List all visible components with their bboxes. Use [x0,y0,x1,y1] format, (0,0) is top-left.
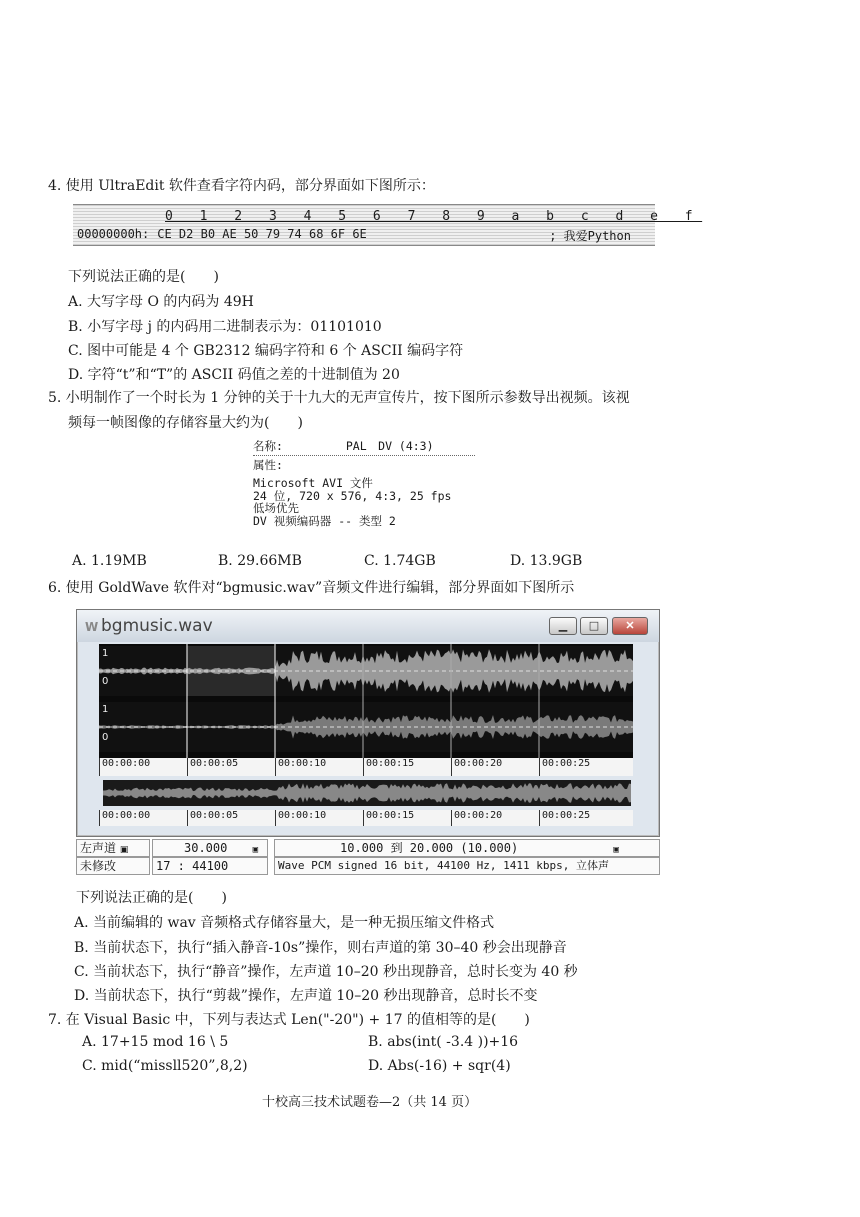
window-title: bgmusic.wav [101,616,213,636]
goldwave-app-icon: W [85,620,99,634]
overview-ruler-label: 00:00:10 [275,810,326,826]
q5-stem-line2: 频每一帧图像的存储容量大约为( ) [68,415,303,431]
video-export-params [253,440,475,544]
q6-option-c: C. 当前状态下，执行“静音”操作，左声道 10–20 秒出现静音，总时长变为 40 秒 [74,964,578,980]
status-selection-text: 10.000 到 20.000 (10.000) [340,841,519,855]
overview-ruler-label: 00:00:25 [539,810,590,826]
goldwave-status-bar [76,838,660,874]
overview-ruler-label: 00:00:15 [363,810,414,826]
overview-ruler-label: 00:00:00 [99,810,150,826]
q4-option-a: A. 大写字母 O 的内码为 49H [68,294,254,310]
q5-option-a: A. 1.19MB [72,553,147,569]
overview-ruler-label: 00:00:20 [451,810,502,826]
channel-toggle-icon[interactable]: ▣ [119,845,129,855]
q5-option-c: C. 1.74GB [364,553,436,569]
video-name-value: PAL DV (4:3) [345,439,434,453]
ue-column-header: 0 1 2 3 4 5 6 7 8 9 a b c d e f [165,209,703,224]
overview-svg [103,780,631,806]
video-field-line: 低场优先 [253,501,299,515]
q5-option-d: D. 13.9GB [510,553,583,569]
ruler-label: 00:00:20 [451,758,502,776]
status-position: 17 : 44100 [152,857,268,875]
goldwave-window [76,609,660,837]
status-duration [152,839,268,857]
overview-waveform[interactable] [103,780,631,806]
q4-option-b: B. 小写字母 j 的内码用二进制表示为：01101010 [68,319,382,335]
ue-hex-bytes: CE D2 B0 AE 50 79 74 68 6F 6E [157,227,367,241]
channel-mark-bottom-0: 0 [102,732,109,743]
maximize-button[interactable]: □ [580,617,608,635]
q7-option-c: C. mid(“missll520”,8,2) [82,1058,248,1074]
status-modified: 未修改 [76,857,150,875]
q6-option-d: D. 当前状态下，执行“剪裁”操作，左声道 10–20 秒出现静音，总时长不变 [74,988,538,1004]
q5-stem-line1: 5. 小明制作了一个时长为 1 分钟的关于十九大的无声宣传片，按下图所示参数导出视频。该视 [48,390,630,406]
ruler-label: 00:00:00 [99,758,150,776]
selection-icon: ▣ [613,845,619,855]
channel-mark-top-0: 0 [102,676,109,687]
status-selection [274,839,660,857]
duration-icon: ▣ [252,845,259,855]
q5-option-b: B. 29.66MB [218,553,302,569]
ruler-label: 00:00:10 [275,758,326,776]
video-format-line: Microsoft AVI 文件 [253,476,373,490]
video-name-row [253,440,475,456]
page-footer: 十校高三技术试题卷—2（共 14 页） [262,1095,478,1110]
video-codec-line: DV 视频编码器 -- 类型 2 [253,513,396,528]
ultraedit-hex-view [73,204,703,246]
waveform-svg [99,644,633,758]
overview-ruler-label: 00:00:05 [187,810,238,826]
time-ruler [99,758,633,776]
minimize-button[interactable]: ▁ [549,617,577,635]
status-channel-text: 左声道 [80,841,117,855]
status-format: Wave PCM signed 16 bit, 44100 Hz, 1411 kbps, 立体声 [274,857,660,875]
q4-prompt: 下列说法正确的是( ) [68,269,219,285]
q4-stem: 4. 使用 UltraEdit 软件查看字符内码，部分界面如下图所示： [48,178,435,194]
overview-time-ruler [99,810,633,826]
q7-stem: 7. 在 Visual Basic 中，下列与表达式 Len("-20") + 17 的值相等的是( ) [48,1012,530,1028]
ruler-label: 00:00:15 [363,758,414,776]
ruler-label: 00:00:25 [539,758,590,776]
q4-option-d: D. 字符“t”和“T”的 ASCII 码值之差的十进制值为 20 [68,367,400,383]
q6-stem: 6. 使用 GoldWave 软件对“bgmusic.wav”音频文件进行编辑，部分界面如下图所示 [48,580,575,596]
status-channel [76,839,150,857]
video-attr-label: 属性: [253,457,283,472]
q7-option-a: A. 17+15 mod 16 \ 5 [82,1034,229,1050]
q6-option-a: A. 当前编辑的 wav 音频格式存储容量大，是一种无损压缩文件格式 [74,915,495,931]
q6-prompt: 下列说法正确的是( ) [76,890,227,906]
q7-option-b: B. abs(int( -3.4 ))+16 [368,1034,519,1050]
ue-text-column: ; 我爱Python [549,229,631,243]
q6-option-b: B. 当前状态下，执行“插入静音-10s”操作，则右声道的第 30–40 秒会出现静音 [74,940,567,956]
channel-mark-top-1: 1 [102,648,109,659]
video-resolution-line: 24 位, 720 x 576, 4:3, 25 fps [253,488,452,503]
close-button[interactable]: ✕ [612,617,648,635]
q7-option-d: D. Abs(-16) + sqr(4) [368,1058,511,1074]
video-name-label: 名称: [253,439,283,453]
status-duration-text: 30.000 [184,841,228,855]
channel-mark-bottom-1: 1 [102,704,109,715]
waveform-display[interactable] [99,644,633,758]
ruler-label: 00:00:05 [187,758,238,776]
goldwave-title-bar [77,610,659,642]
q4-option-c: C. 图中可能是 4 个 GB2312 编码字符和 6 个 ASCII 编码字符 [68,343,464,359]
ue-data-row [77,227,367,241]
ue-address: 00000000h: [77,227,150,241]
